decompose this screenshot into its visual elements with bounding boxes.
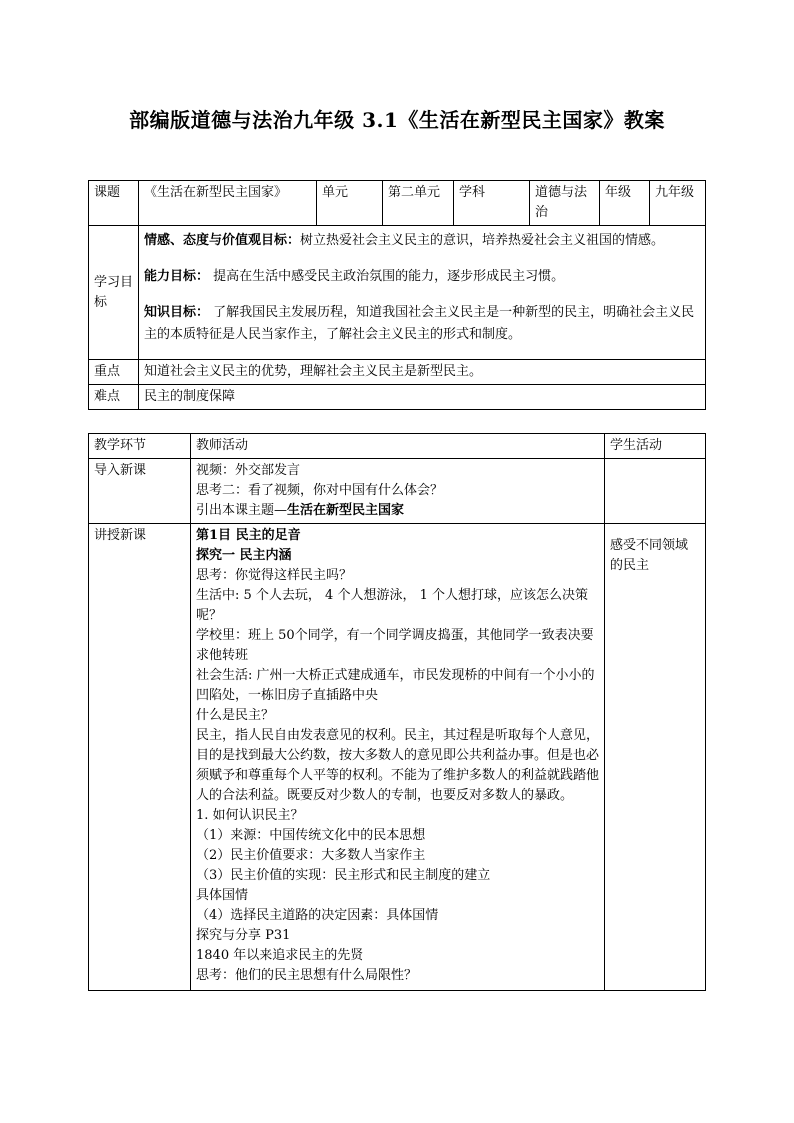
- goal-emotion-text: 树立热爱社会主义民主的意识，培养热爱社会主义祖国的情感。: [300, 233, 665, 248]
- intro-stage: 导入新课: [89, 459, 191, 524]
- goal-knowledge-text: 了解我国民主发展历程，知道我国社会主义民主是一种新型的民主，明确社会主义民主的本质特征是人民当家作主，了解社会主义民主的形式和制度。: [144, 305, 695, 342]
- header-teacher: 教师活动: [191, 434, 605, 459]
- goals-label-text: 学习目标: [94, 274, 134, 310]
- intro-prefix: 引出本课主题—: [196, 503, 288, 518]
- grade-label: 年级: [600, 181, 650, 226]
- unit-label: 单元: [317, 181, 383, 226]
- lesson-info-table: [88, 180, 706, 410]
- header-student: 学生活动: [605, 434, 706, 459]
- teach-line: 具体国情: [196, 888, 249, 903]
- teach-stage: 讲授新课: [89, 524, 191, 991]
- teach-line: 思考：他们的民主思想有什么局限性？: [196, 968, 418, 983]
- intro-teacher: [191, 459, 605, 524]
- teach-student: [605, 524, 706, 991]
- intro-line: [196, 501, 599, 521]
- key-text: 知道社会主义民主的优势，理解社会主义民主是新型民主。: [139, 360, 706, 385]
- teach-line: 学校里：班上 50个同学，有一个同学调皮捣蛋，其他同学一致表决要求他转班: [196, 628, 594, 663]
- teach-line: 1840 年以来追求民主的先贤: [196, 948, 364, 963]
- intro-topic: 生活在新型民主国家: [287, 503, 405, 518]
- teaching-process-table: [88, 433, 706, 991]
- teach-student-text: 感受不同领域的民主: [610, 538, 689, 573]
- teach-line: 民主，指人民自由发表意见的权利。民主，其过程是听取每个人意见，目的是找到最大公约数，按大多数人的意见即公共利益办事。但是也必须赋予和尊重每个人平等的权利。不能为了维护多数人的利益就践踏他人的合法利益。既要反对少数人的专制，也要反对多数人的暴政。: [196, 728, 600, 803]
- intro-student: [605, 459, 706, 524]
- teach-subheading: 探究一 民主内涵: [196, 548, 292, 563]
- goal-knowledge: [144, 302, 700, 346]
- teach-teacher: [191, 524, 605, 991]
- intro-line: 思考二：看了视频，你对中国有什么体会？: [196, 483, 444, 498]
- goal-knowledge-head: 知识目标：: [144, 305, 210, 320]
- teach-line: 思考：你觉得这样民主吗？: [196, 568, 353, 583]
- subject-value: 道德与法治: [530, 181, 600, 226]
- document-title: 部编版道德与法治九年级 3.1《生活在新型民主国家》教案: [129, 108, 665, 132]
- teach-heading: 第1目 民主的足音: [196, 528, 301, 543]
- teach-line: 1. 如何认识民主？: [196, 808, 304, 823]
- goals-label: [89, 226, 139, 360]
- course-value: 《生活在新型民主国家》: [139, 181, 317, 226]
- unit-value: 第二单元: [383, 181, 454, 226]
- goal-ability-text: 提高在生活中感受民主政治氛围的能力，逐步形成民主习惯。: [209, 269, 565, 284]
- header-stage: 教学环节: [89, 434, 191, 459]
- course-label: 课题: [89, 181, 139, 226]
- teach-line: （4）选择民主道路的决定因素：具体国情: [196, 908, 439, 923]
- hard-label: 难点: [89, 385, 139, 410]
- teach-line: （2）民主价值要求：大多数人当家作主: [196, 848, 426, 863]
- goal-ability: [144, 266, 700, 288]
- grade-value: 九年级: [650, 181, 706, 226]
- teach-line: 探究与分享 P31: [196, 928, 291, 943]
- goal-emotion-head: 情感、态度与价值观目标：: [144, 233, 301, 248]
- hard-text: 民主的制度保障: [139, 385, 706, 410]
- key-label: 重点: [89, 360, 139, 385]
- goal-emotion: [144, 230, 700, 252]
- teach-line: （1）来源：中国传统文化中的民本思想: [196, 828, 426, 843]
- teach-line: 社会生活: 广州一大桥正式建成通车，市民发现桥的中间有一个小小的凹陷处，一栋旧房子直插路中央: [196, 668, 595, 703]
- teach-line: 生活中: 5 个人去玩， 4 个人想游泳， 1 个人想打球，应该怎么决策呢？: [196, 588, 588, 623]
- teach-line: （3）民主价值的实现：民主形式和民主制度的建立: [196, 868, 491, 883]
- teach-line: 什么是民主？: [196, 708, 275, 723]
- goal-ability-head: 能力目标：: [144, 269, 210, 284]
- subject-label: 学科: [454, 181, 530, 226]
- goals-cell: [139, 226, 706, 360]
- intro-line: 视频：外交部发言: [196, 463, 301, 478]
